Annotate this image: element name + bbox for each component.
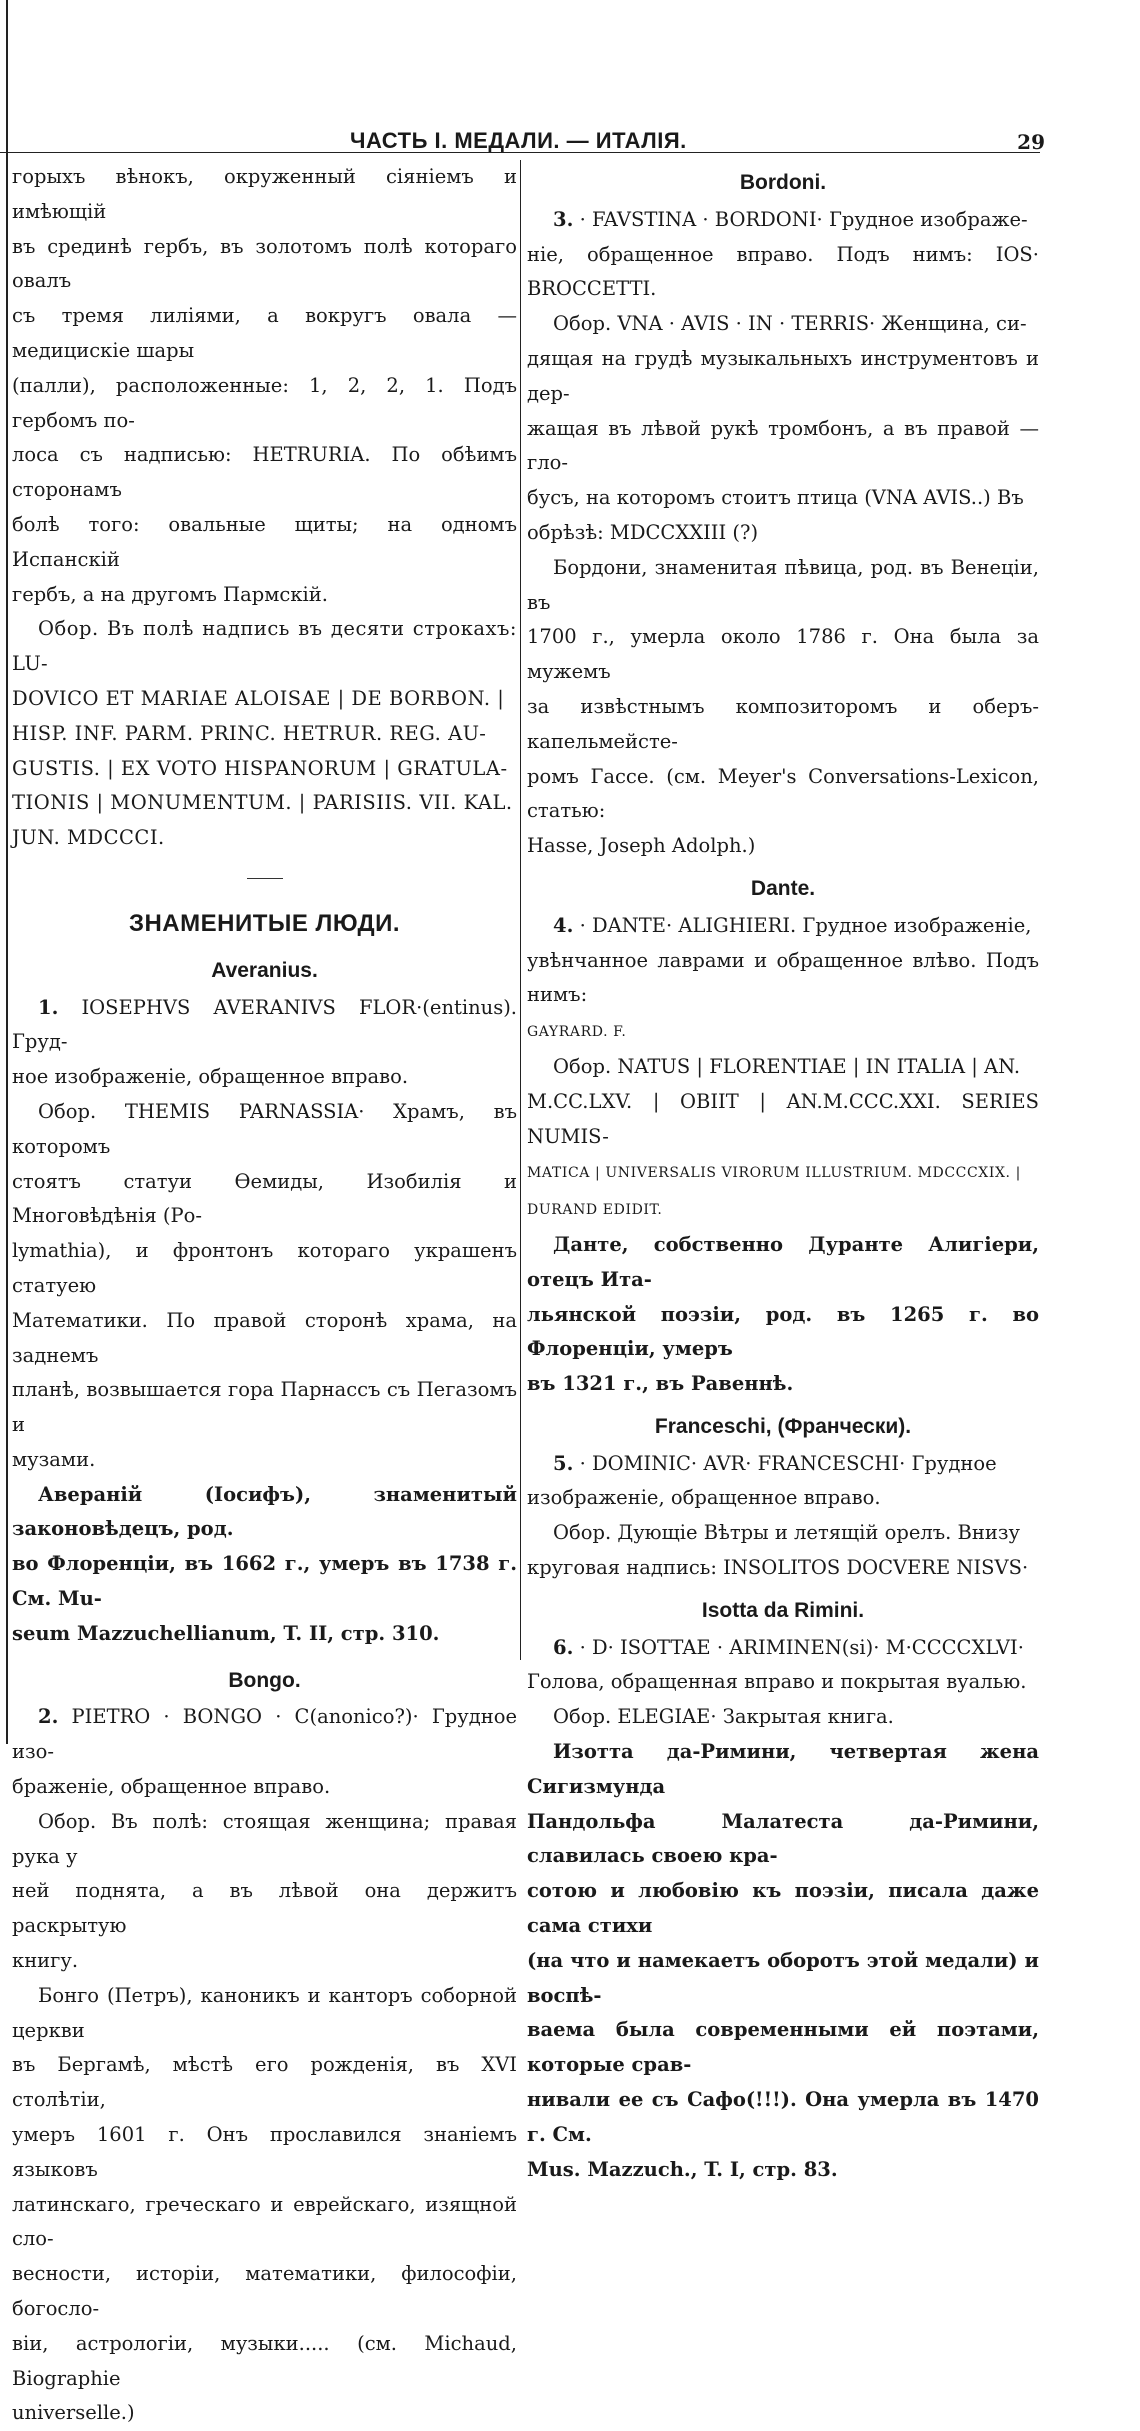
text-line: · D· ISOTTAE · ARIMINEN(si)· M·CCCCXLVI·	[579, 1635, 1024, 1659]
text-line: GUSTIS. | EX VOTO HISPANORUM | GRATULA-	[12, 756, 508, 780]
text-line: · DANTE· ALIGHIERI. Грудное изображеніе,	[579, 913, 1032, 937]
text-line: Обор. NATUS | FLORENTIAE | IN ITALIA | AN.	[553, 1054, 1021, 1078]
text-line: умеръ 1601 г. Онъ прославился знаніемъ языковъ	[12, 2123, 517, 2181]
text-line: PIETRO · BONGO · C(anonico?)· Грудное изо-	[12, 1705, 518, 1764]
text-line: увѣнчанное лаврами и обращенное влѣво. Подъ нимъ:	[527, 948, 1039, 1007]
text-line: сотою и любовію къ поэзіи, писала даже сама стихи	[527, 1879, 1039, 1938]
entry-number: 4.	[553, 913, 574, 937]
text-line: Hasse, Joseph Adolph.)	[527, 834, 756, 858]
text-line: (на что и намекаетъ оборотъ этой медали) и воспѣ-	[527, 1948, 1039, 2007]
text-line: горыхъ вѣнокъ, окруженный сіяніемъ и имѣющій	[12, 165, 517, 223]
page-number: 29	[1017, 130, 1045, 154]
reverse-inscription	[12, 612, 517, 856]
text-line: · FAVSTINA · BORDONI· Грудное изображе-	[579, 207, 1028, 231]
text-line: бусъ, на которомъ стоитъ птица (VNA AVIS..) Въ	[527, 486, 1024, 510]
left-column	[12, 160, 517, 2431]
entry-number: 3.	[553, 207, 574, 231]
entry-obverse	[12, 991, 517, 1095]
text-line: въ срединѣ гербъ, въ золотомъ полѣ котораго овалъ	[12, 234, 517, 293]
continued-text	[12, 160, 517, 612]
entry-obverse	[12, 1700, 517, 1804]
text-line: латинскаго, греческаго и еврейскаго, изящной сло-	[12, 2192, 517, 2251]
text-line: болѣ того: овальные щиты; на одномъ Испанскій	[12, 512, 517, 571]
entry-heading-isotta: Isotta da Rimini.	[701, 1598, 865, 1622]
text-line: за извѣстнымъ композиторомъ и оберъ-капельмейсте-	[527, 694, 1039, 753]
text-line: GAYRARD. F.	[527, 1024, 627, 1041]
text-line: Обор. Въ полѣ: стоящая женщина; правая рука у	[12, 1809, 517, 1868]
text-line: ромъ Гассе. (см. Meyer's Conversations-Lexicon, статью:	[527, 764, 1039, 823]
text-line: ніе, обращенное вправо. Подъ нимъ: IOS· BROCCETTI.	[527, 242, 1039, 301]
text-line: Mus. Mazzuch., T. I, стр. 83.	[527, 2157, 838, 2181]
entry-heading-bordoni: Bordoni.	[739, 171, 827, 194]
entry-note	[527, 1228, 1039, 1402]
text-line: віи, астрологіи, музыки..... (см. Michaud, Biographie	[12, 2331, 517, 2390]
text-line: seum Mazzuchellianum, T. II, стр. 310.	[12, 1621, 440, 1645]
text-line: (палли), расположенные: 1, 2, 2, 1. Подъ гербомъ по-	[12, 373, 517, 432]
text-line: съ тремя лиліями, а вокругъ овала — медицискіе шары	[12, 304, 517, 362]
text-line: 1700 г., умерла около 1786 г. Она была за мужемъ	[527, 625, 1039, 684]
text-line: lymathia), и фронтонъ котораго украшенъ статуею	[12, 1239, 517, 1297]
entry-reverse	[12, 1095, 517, 1478]
text-line: нивали ее съ Сафо(!!!). Она умерла въ 1470 г. См.	[527, 2088, 1039, 2146]
column-divider	[520, 160, 521, 1660]
text-line: Обор. THEMIS PARNASSIA· Храмъ, въ которомъ	[12, 1099, 517, 1158]
entry-reverse	[12, 1805, 517, 1979]
entry-obverse	[527, 909, 1039, 1050]
entry-number: 2.	[38, 1705, 59, 1729]
text-line: JUN. MDCCCI.	[12, 826, 165, 850]
entry-heading-dante: Dante.	[750, 876, 816, 900]
text-line: Обор. Въ полѣ надпись въ десяти строкахъ: LU-	[12, 617, 517, 676]
text-line: обрѣзѣ: MDCCXXIII (?)	[527, 520, 759, 544]
text-line: M.CC.LXV. | OBIIT | AN.M.CCC.XXI. SERIES NUMIS-	[527, 1089, 1039, 1148]
text-line: лоса съ надписью: HETRURIA. По обѣимъ сторонамъ	[12, 443, 517, 502]
entry-note	[527, 551, 1039, 864]
entry-obverse	[527, 1631, 1039, 1701]
running-title: ЧАСТЬ I. МЕДАЛИ. — ИТАЛІЯ.	[350, 128, 687, 153]
entry-number: 6.	[553, 1635, 574, 1659]
text-line: во Флоренціи, въ 1662 г., умеръ въ 1738 г. См. Mu-	[12, 1552, 517, 1611]
text-line: Данте, собственно Дуранте Алигіери, отецъ Ита-	[527, 1232, 1039, 1291]
entry-heading-averanius: Averanius.	[211, 958, 318, 982]
text-line: TIONIS | MONUMENTUM. | PARISIIS. VII. KAL.	[12, 791, 513, 815]
text-line: планѣ, возвышается гора Парнассъ съ Пегазомъ и	[12, 1378, 517, 1437]
text-line: · DOMINIC· AVR· FRANCESCHI· Грудное	[579, 1451, 997, 1475]
text-line: Обор. VNA · AVIS · IN · TERRIS· Женщина, си-	[553, 312, 1027, 336]
entry-number: 1.	[38, 995, 59, 1019]
text-line: дящая на грудѣ музыкальныхъ инструментовъ и дер-	[527, 346, 1039, 405]
entry-obverse	[527, 203, 1039, 307]
text-line: весности, исторіи, математики, философіи, богосло-	[12, 2262, 517, 2321]
text-line: гербъ, а на другомъ Пармскій.	[12, 582, 328, 606]
entry-note	[527, 1735, 1039, 2187]
text-line: жащая въ лѣвой рукѣ тромбонъ, а въ правой — гло-	[527, 416, 1039, 475]
text-line: Бонго (Петръ), каноникъ и канторъ соборной церкви	[12, 1983, 517, 2042]
text-line: DOVICO ET MARIAE ALOISAE | DE BORBON. |	[12, 686, 505, 710]
header-rule	[0, 152, 1040, 153]
entry-heading-franceschi: Franceschi, (Франчески).	[654, 1414, 912, 1438]
entry-heading-bongo: Bongo.	[228, 1668, 301, 1692]
entry-reverse	[527, 1516, 1039, 1586]
entry-reverse	[527, 307, 1039, 551]
text-line: Обор. Дующіе Вѣтры и летящій орелъ. Внизу	[553, 1521, 1020, 1545]
text-line: Математики. По правой сторонѣ храма, на заднемъ	[12, 1308, 517, 1367]
text-line: стоятъ статуи Өемиды, Изобилія и Многовѣдѣнія (Ро-	[12, 1169, 517, 1228]
right-column	[527, 160, 1039, 2187]
section-rule	[247, 878, 283, 879]
text-line: HISP. INF. PARM. PRINC. HETRUR. REG. AU-	[12, 721, 487, 745]
text-line: въ Бергамѣ, мѣстѣ его рожденія, въ XVI столѣтіи,	[12, 2053, 517, 2112]
text-line: Голова, обращенная вправо и покрытая вуалью.	[527, 1670, 1027, 1694]
text-line: MATICA | UNIVERSALIS VIRORUM ILLUSTRIUM. MDCCCXIX. |	[527, 1165, 1021, 1182]
text-line: книгу.	[12, 1949, 79, 1973]
text-line: IOSEPHVS AVERANIVS FLOR·(entinus). Груд-	[12, 995, 518, 1054]
page-edge	[6, 0, 8, 1744]
entry-number: 5.	[553, 1451, 574, 1475]
text-line: льянской поэзіи, род. въ 1265 г. во Флоренціи, умеръ	[527, 1302, 1039, 1361]
entry-reverse	[527, 1700, 1039, 1735]
text-line: Обор. ELEGIAE· Закрытая книга.	[553, 1705, 894, 1729]
text-line: universelle.)	[12, 2401, 135, 2425]
text-line: DURAND EDIDIT.	[527, 1202, 663, 1219]
text-line: ней поднята, а въ лѣвой она держитъ раскрытую	[12, 1879, 517, 1938]
text-line: ное изображеніе, обращенное вправо.	[12, 1065, 409, 1089]
text-line: Авераній (Іосифъ), знаменитый законовѣдецъ, род.	[12, 1482, 517, 1541]
text-line: Бордони, знаменитая пѣвица, род. въ Венеціи, въ	[527, 555, 1039, 614]
text-line: Пандольфа Малатеста да-Римини, славилась своею кра-	[527, 1809, 1039, 1868]
entry-note	[12, 1478, 517, 1652]
text-line: браженіе, обращенное вправо.	[12, 1775, 331, 1799]
text-line: изображеніе, обращенное вправо.	[527, 1486, 881, 1510]
text-line: Изотта да-Римини, четвертая жена Сигизмунда	[527, 1740, 1039, 1798]
text-line: въ 1321 г., въ Равеннѣ.	[527, 1372, 794, 1396]
text-line: музами.	[12, 1447, 96, 1471]
entry-obverse	[527, 1447, 1039, 1517]
text-line: круговая надпись: INSOLITOS DOCVERE NISVS·	[527, 1556, 1029, 1580]
entry-reverse	[527, 1050, 1039, 1228]
section-title: ЗНАМЕНИТЫЕ ЛЮДИ.	[128, 909, 401, 937]
text-line: ваема была современными ей поэтами, которые срав-	[527, 2018, 1039, 2077]
entry-note	[12, 1979, 517, 2431]
